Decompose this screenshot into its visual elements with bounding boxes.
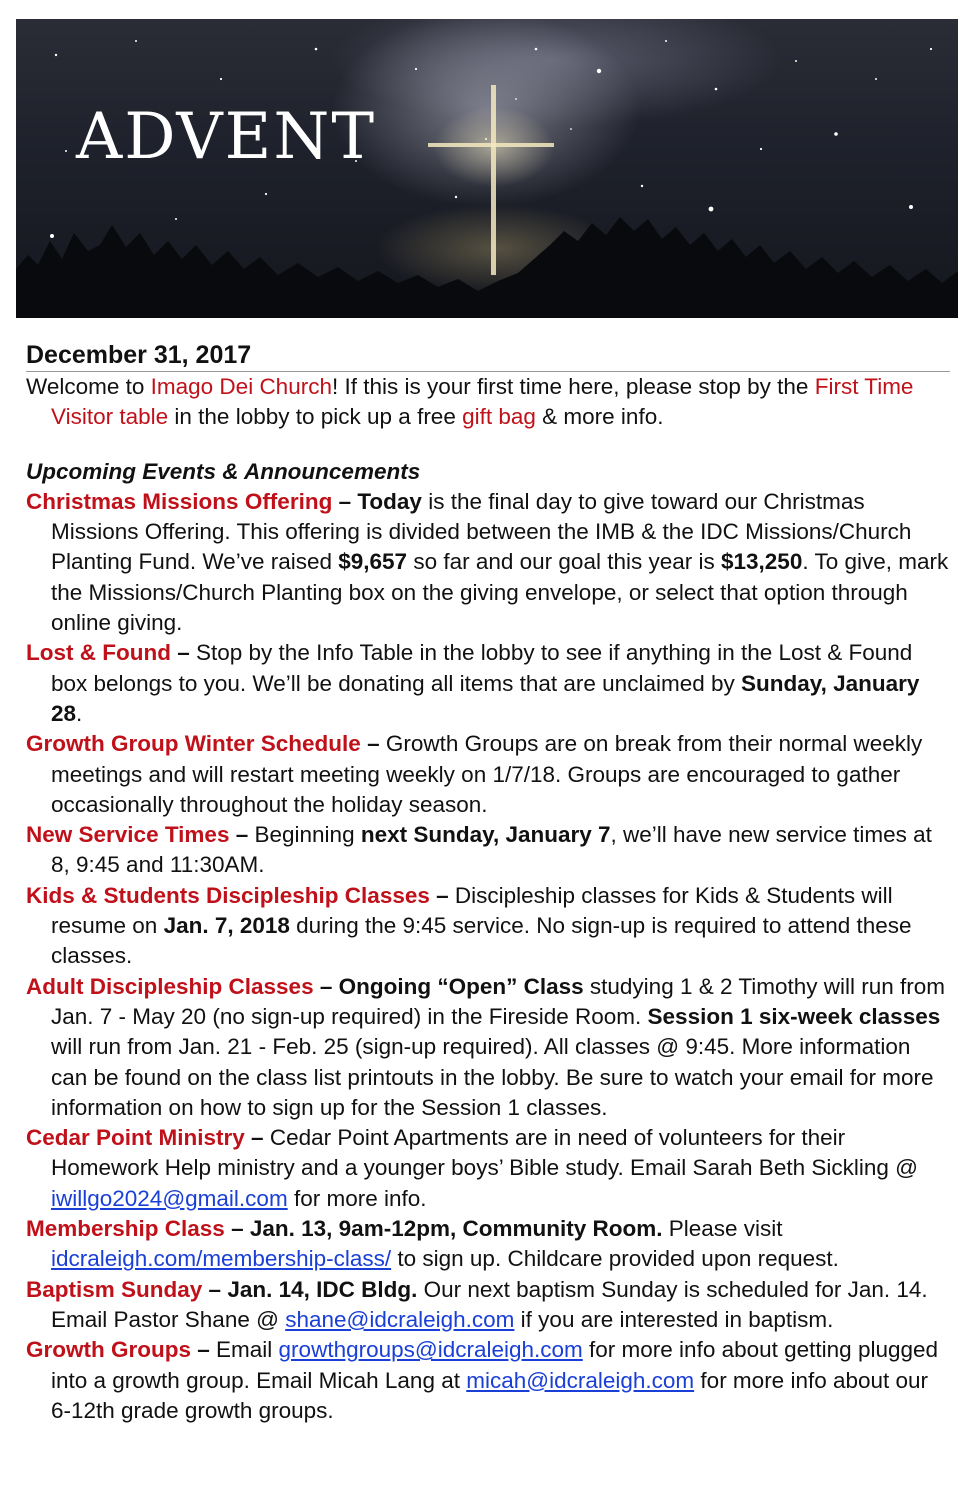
event-service-times xyxy=(26,820,950,881)
events-list xyxy=(26,487,950,1426)
event-title: Christmas Missions Offering xyxy=(26,488,333,514)
event-separator: – xyxy=(360,731,386,757)
welcome-paragraph xyxy=(26,372,950,433)
welcome-text: in the lobby to pick up a free xyxy=(168,404,463,430)
event-text: for more info about getting plugged into a growth group. Email Micah Lang at xyxy=(51,1337,939,1393)
event-text: . To give, mark the Missions/Church Planting box on the giving envelope, or select that option through online giving. xyxy=(51,549,949,636)
visitor-table: First Time Visitor table xyxy=(51,374,914,430)
event-text: during the 9:45 service. No sign-up is required to attend these classes. xyxy=(51,913,912,969)
event-highlight: Session 1 six-week classes xyxy=(647,1003,941,1029)
bulletin-content xyxy=(26,340,950,1426)
event-adult-discipleship xyxy=(26,972,950,1123)
gift-bag: gift bag xyxy=(462,404,536,430)
event-text: Email xyxy=(216,1337,279,1363)
event-text: Stop by the Info Table in the lobby to see if anything in the Lost & Found box belongs to you. We’ll be donating all items that are unclaimed by xyxy=(51,640,913,696)
event-highlight: next Sunday, January 7 xyxy=(360,822,611,848)
event-highlight: Sunday, January 28 xyxy=(51,670,920,726)
email-link-micah[interactable]: micah@idcraleigh.com xyxy=(466,1367,695,1393)
event-text: Growth Groups are on break from their normal weekly meetings and will restart meeting weekly on 1/7/18. Groups are encouraged to gather occasionally throughout the holiday season. xyxy=(51,731,923,817)
church-name: Imago Dei Church xyxy=(150,374,332,399)
event-text: to sign up. Childcare provided upon request. xyxy=(391,1246,839,1272)
event-title: Lost & Found xyxy=(26,640,171,666)
event-separator: – xyxy=(229,822,255,848)
event-text: Our next baptism Sunday is scheduled for Jan. 14. Email Pastor Shane @ xyxy=(51,1276,928,1332)
email-link-shane[interactable]: shane@idcraleigh.com xyxy=(285,1306,515,1332)
event-lost-found xyxy=(26,638,950,729)
event-growth-winter xyxy=(26,729,950,820)
banner-title: ADVENT xyxy=(76,100,377,174)
event-text: Beginning xyxy=(254,822,361,848)
event-separator: – xyxy=(313,973,339,999)
event-cedar-point xyxy=(26,1123,950,1214)
event-text: for more info about our 6-12th grade growth groups. xyxy=(51,1367,929,1423)
event-baptism-sunday xyxy=(26,1275,950,1336)
event-highlight: Today xyxy=(357,488,422,514)
event-separator: – xyxy=(332,488,358,514)
cross-icon xyxy=(428,85,554,275)
event-highlight: Jan. 7, 2018 xyxy=(163,913,290,939)
event-text: studying 1 & 2 Timothy will run from Jan. 7 - May 20 (no sign-up required) in the Fireside Room. xyxy=(51,973,946,1029)
event-title: New Service Times xyxy=(26,822,230,848)
event-text: Cedar Point Apartments are in need of volunteers for their Homework Help ministry and a younger boys’ Bible study. Email Sarah Beth Sickling @ xyxy=(51,1125,918,1181)
event-growth-groups xyxy=(26,1335,950,1426)
welcome-text: Welcome to xyxy=(26,374,151,399)
event-title: Adult Discipleship Classes xyxy=(26,973,314,999)
event-highlight: Jan. 13, 9am-12pm, Community Room. xyxy=(249,1216,663,1242)
event-title: Growth Groups xyxy=(26,1337,191,1363)
welcome-text: & more info. xyxy=(535,404,664,430)
event-text: will run from Jan. 21 - Feb. 25 (sign-up required). All classes @ 9:45. More information can be found on the class list printouts in the lobby. Be sure to watch your email for more information on how to sign up for the Session 1 classes. xyxy=(51,1034,934,1120)
event-highlight: Jan. 14, IDC Bldg. xyxy=(227,1276,418,1302)
event-highlight: $9,657 xyxy=(338,549,408,575)
event-title: Membership Class xyxy=(26,1216,225,1242)
event-text: Discipleship classes for Kids & Students will resume on xyxy=(51,882,893,939)
event-missions-offering xyxy=(26,487,950,638)
event-highlight: Ongoing “Open” Class xyxy=(338,973,584,999)
event-separator: – xyxy=(429,882,455,908)
treeline xyxy=(16,217,958,318)
event-text: . xyxy=(76,700,83,726)
event-separator: – xyxy=(244,1125,270,1151)
event-text: , we’ll have new service times at 8, 9:45 and 11:30AM. xyxy=(51,822,932,878)
event-separator: – xyxy=(191,1337,217,1363)
event-text: if you are interested in baptism. xyxy=(514,1306,834,1332)
email-link-iwillgo[interactable]: iwillgo2024@gmail.com xyxy=(51,1185,288,1211)
event-title: Cedar Point Ministry xyxy=(26,1125,245,1151)
event-text: is the final day to give toward our Christmas Missions Offering. This offering is divided between the IMB & the IDC Missions/Church Planting Fund. We’ve raised xyxy=(51,488,912,575)
event-text: Please visit xyxy=(662,1216,783,1242)
membership-class-link[interactable]: idcraleigh.com/membership-class/ xyxy=(51,1246,392,1272)
event-separator: – xyxy=(170,640,196,666)
event-separator: – xyxy=(224,1216,250,1242)
event-text: so far and our goal this year is xyxy=(407,549,721,575)
bulletin-date: December 31, 2017 xyxy=(26,340,950,372)
event-text: for more info. xyxy=(287,1185,427,1211)
welcome-text: ! If this is your first time here, please stop by the xyxy=(331,374,815,399)
event-title: Kids & Students Discipleship Classes xyxy=(26,882,430,908)
event-title: Growth Group Winter Schedule xyxy=(26,731,361,757)
event-kids-students xyxy=(26,881,950,972)
event-title: Baptism Sunday xyxy=(26,1276,203,1302)
advent-banner xyxy=(16,19,958,318)
email-link-growthgroups[interactable]: growthgroups@idcraleigh.com xyxy=(278,1337,583,1363)
event-separator: – xyxy=(202,1276,228,1302)
event-highlight: $13,250 xyxy=(721,549,803,575)
event-membership-class xyxy=(26,1214,950,1275)
section-title: Upcoming Events & Announcements xyxy=(26,458,421,484)
